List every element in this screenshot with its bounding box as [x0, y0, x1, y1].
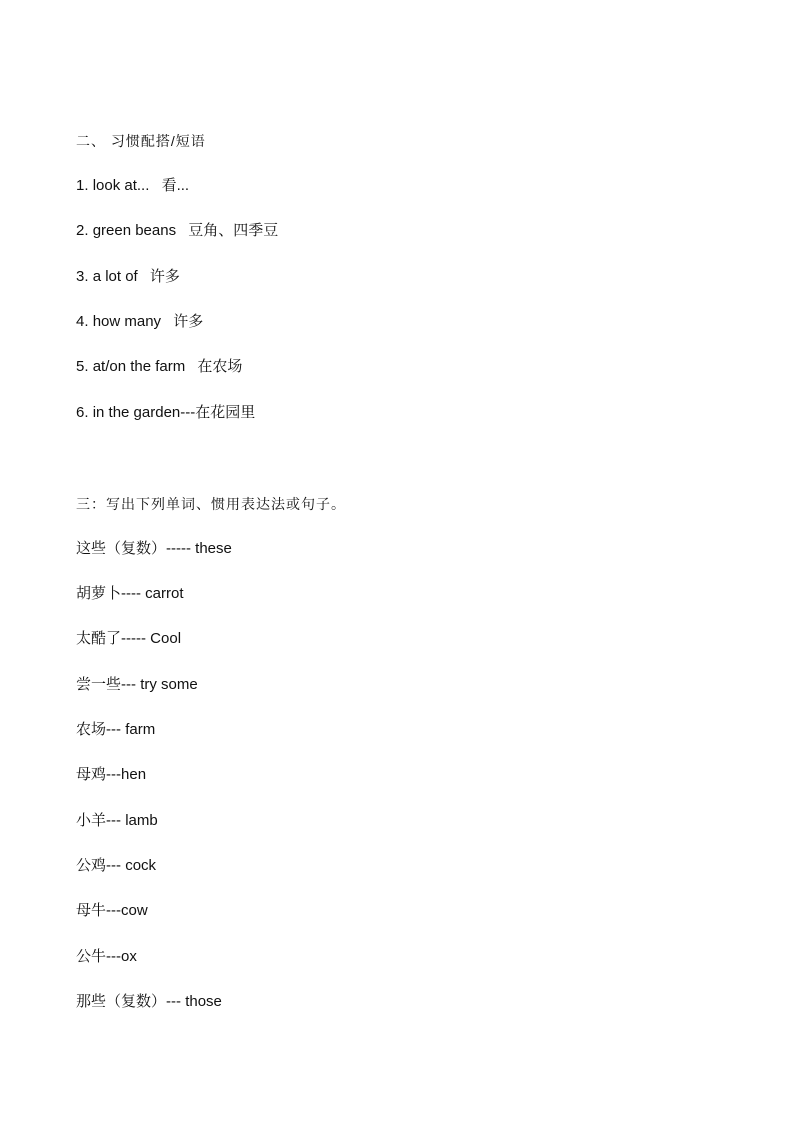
item-number: 6. [76, 404, 89, 421]
vocab-chinese: 公牛 [76, 948, 107, 965]
vocab-item-8 [76, 856, 156, 876]
vocab-chinese: 胡萝卜 [76, 585, 122, 602]
vocab-chinese: 母鸡 [76, 766, 107, 783]
vocab-item-10 [76, 947, 137, 967]
phrase-item-3 [76, 267, 180, 287]
vocab-english: cock [125, 857, 157, 874]
phrase-chinese: 看... [161, 177, 190, 194]
phrase-chinese: 豆角、四季豆 [188, 222, 279, 239]
vocab-chinese: 母牛 [76, 902, 107, 919]
vocab-chinese: 公鸡 [76, 857, 107, 874]
vocab-item-7 [76, 811, 158, 831]
vocab-english: those [185, 993, 222, 1010]
vocab-item-6 [76, 765, 146, 785]
vocab-item-1 [76, 539, 232, 559]
vocab-item-2 [76, 584, 184, 604]
item-number: 4. [76, 313, 89, 330]
vocab-item-5 [76, 720, 155, 740]
vocab-english: ox [121, 948, 137, 965]
item-number: 5. [76, 358, 89, 375]
vocab-english: try some [140, 676, 198, 693]
phrase-item-6 [76, 403, 255, 423]
vocab-english: farm [125, 721, 156, 738]
vocab-separator: ----- [166, 540, 191, 557]
phrase-english: at/on the farm [92, 358, 186, 375]
vocab-separator: --- [106, 948, 122, 965]
phrase-chinese: 许多 [149, 268, 180, 285]
vocab-separator: ----- [121, 630, 146, 647]
phrase-english: green beans [92, 222, 177, 239]
vocab-english: carrot [145, 585, 184, 602]
vocab-english: cow [121, 902, 148, 919]
vocab-separator: --- [106, 766, 122, 783]
vocab-chinese: 太酷了 [76, 630, 122, 647]
phrase-english: a lot of [92, 268, 138, 285]
vocab-item-3 [76, 629, 181, 649]
phrase-chinese: 在花园里 [195, 404, 256, 421]
phrase-english: how many [92, 313, 162, 330]
phrase-english: in the garden--- [92, 404, 196, 421]
vocab-item-11 [76, 992, 222, 1012]
vocab-item-4 [76, 675, 198, 695]
vocab-english: Cool [150, 630, 182, 647]
vocab-item-9 [76, 901, 148, 921]
vocab-english: hen [121, 766, 147, 783]
phrase-chinese: 许多 [173, 313, 204, 330]
vocab-english: these [195, 540, 232, 557]
phrase-item-4 [76, 312, 203, 332]
phrase-item-5 [76, 357, 242, 377]
item-number: 1. [76, 177, 89, 194]
item-number: 2. [76, 222, 89, 239]
vocab-separator: --- [106, 857, 122, 874]
phrase-item-1 [76, 176, 189, 196]
vocab-separator: --- [121, 676, 137, 693]
section-3-heading: 三：写出下列单词、惯用表达法或句子。 [76, 496, 346, 512]
vocab-english: lamb [125, 812, 158, 829]
vocab-chinese: 那些（复数） [76, 993, 167, 1010]
vocab-separator: --- [166, 993, 182, 1010]
vocab-chinese: 农场 [76, 721, 107, 738]
phrase-item-2 [76, 221, 278, 241]
phrase-chinese: 在农场 [197, 358, 243, 375]
vocab-separator: --- [106, 812, 122, 829]
vocab-separator: --- [106, 902, 122, 919]
vocab-chinese: 这些（复数） [76, 540, 167, 557]
item-number: 3. [76, 268, 89, 285]
phrase-english: look at... [92, 177, 150, 194]
vocab-separator: --- [106, 721, 122, 738]
vocab-separator: ---- [121, 585, 141, 602]
vocab-chinese: 尝一些 [76, 676, 122, 693]
vocab-chinese: 小羊 [76, 812, 107, 829]
section-2-heading: 二、 习惯配搭/短语 [76, 133, 206, 149]
